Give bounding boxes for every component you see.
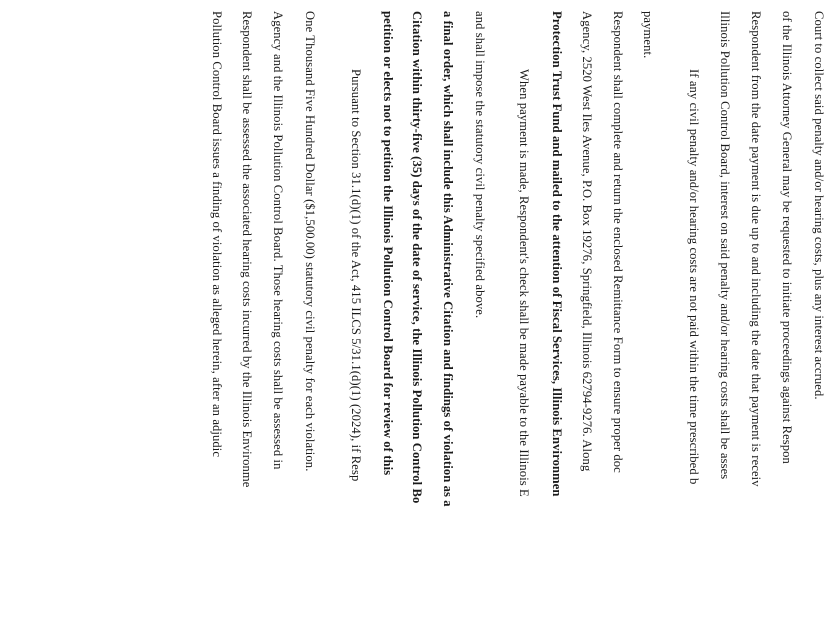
text-line: of the Illinois Attorney General may be requested to initiate proceedings against Respon bbox=[780, 11, 794, 464]
text-line: One Thousand Five Hundred Dollar ($1,500.00) statutory civil penalty for each violation. bbox=[303, 11, 317, 472]
text-line: Citation within thirty-five (35) days of the date of service, the Illinois Pollution Control Bo bbox=[410, 11, 424, 504]
text-line: petition or elects not to petition the Illinois Pollution Control Board for review of this bbox=[381, 11, 395, 476]
text-line: and shall impose the statutory civil penalty specified above. bbox=[473, 11, 487, 319]
text-line: If any civil penalty and/or hearing costs are not paid within the time prescribed b bbox=[687, 69, 701, 485]
text-line: When payment is made, Respondent's check shall be made payable to the Illinois E bbox=[517, 69, 531, 497]
text-line: Illinois Pollution Control Board, interest on said penalty and/or hearing costs shall be asses bbox=[718, 11, 732, 480]
text-line: payment. bbox=[641, 11, 655, 59]
text-line: Respondent shall be assessed the associated hearing costs incurred by the Illinois Environme bbox=[240, 11, 254, 488]
text-line: Agency and the Illinois Pollution Control Board. Those hearing costs shall be assessed in bbox=[271, 11, 285, 470]
text-line: Agency, 2520 West Iles Avenue, P.O. Box 19276, Springfield, Illinois 62794-9276. Along bbox=[580, 11, 594, 472]
text-line: Respondent shall complete and return the enclosed Remittance Form to ensure proper doc bbox=[611, 11, 625, 473]
text-line: Pollution Control Board issues a finding of violation as alleged herein, after an adjudic bbox=[210, 11, 224, 458]
text-line: Respondent from the date payment is due up to and including the date that payment is receiv bbox=[749, 11, 763, 487]
text-line: Court to collect said penalty and/or hearing costs, plus any interest accrued. bbox=[812, 11, 826, 400]
rotated-text-block bbox=[100, 9, 826, 609]
text-line: a final order, which shall include this Administrative Citation and findings of violation as a bbox=[441, 11, 455, 507]
text-line: Protection Trust Fund and mailed to the attention of Fiscal Services, Illinois Environmen bbox=[550, 11, 564, 497]
text-line: Pursuant to Section 31.1(d)(1) of the Act, 415 ILCS 5/31.1(d)(1) (2024), if Resp bbox=[349, 69, 363, 482]
